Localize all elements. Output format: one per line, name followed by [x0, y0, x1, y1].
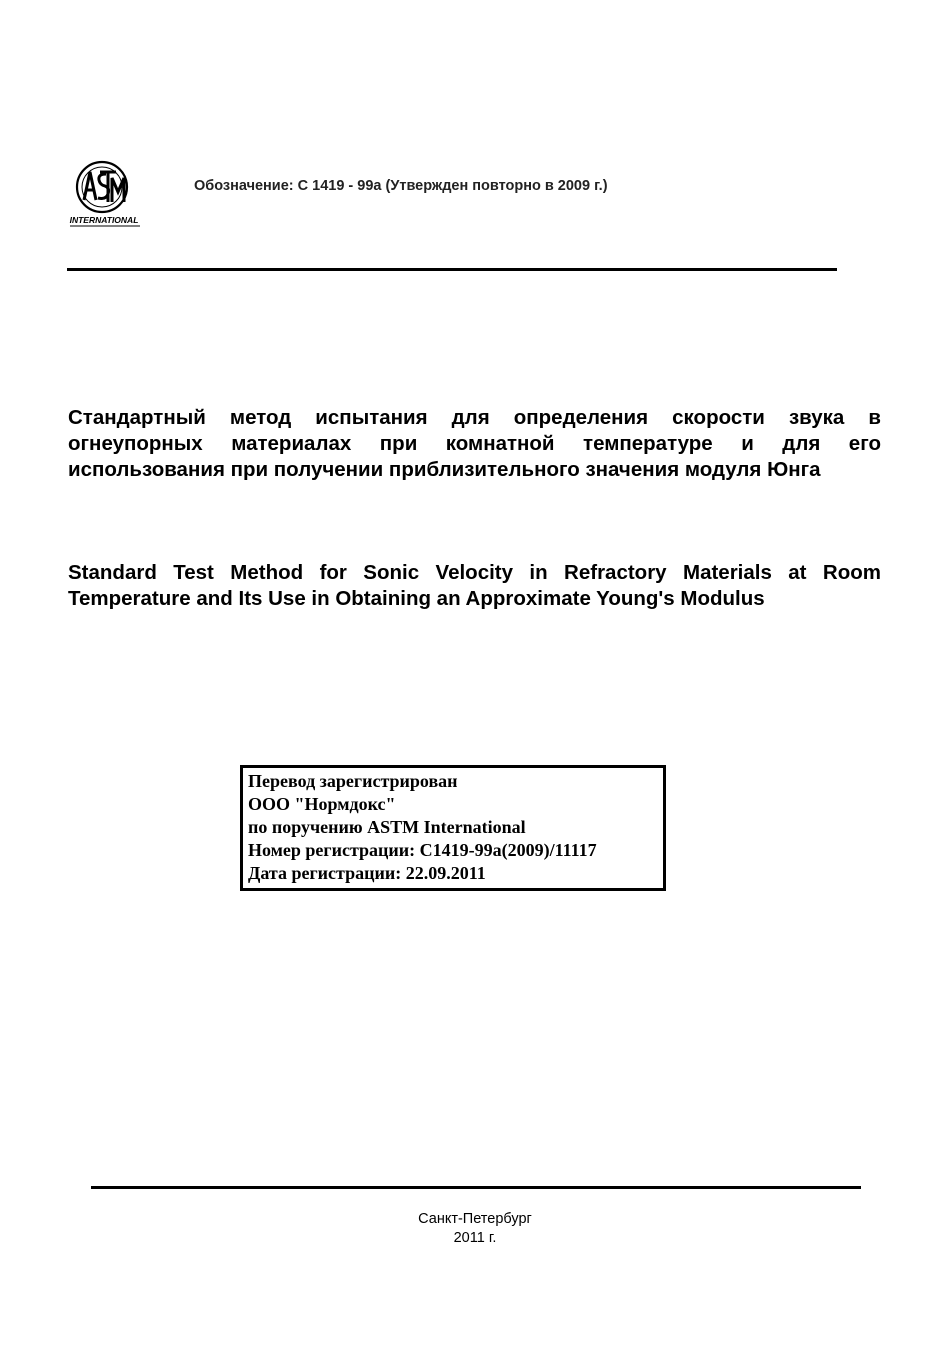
astm-international-logo [66, 160, 144, 230]
registration-line: по поручению ASTM International [248, 817, 526, 837]
registration-number: Номер регистрации: C1419-99a(2009)/11117 [248, 840, 597, 860]
title-russian: Стандартный метод испытания для определения скорости звука в огнеупорных материалах при комнатной температуре и для его использования при получении приблизительного значения модуля Юнга [68, 406, 881, 481]
footer-divider [91, 1186, 861, 1189]
astm-logo-icon [66, 160, 144, 230]
header-divider [67, 268, 837, 271]
registration-box [240, 765, 666, 891]
footer-year: 2011 г. [453, 1230, 497, 1246]
registration-line: Перевод зарегистрирован [248, 771, 458, 791]
logo-text: INTERNATIONAL [69, 215, 139, 225]
footer-city: Санкт-Петербург [418, 1211, 532, 1227]
registration-line: ООО "Нормдокс" [248, 794, 396, 814]
designation: Обозначение: C 1419 - 99a (Утвержден повторно в 2009 г.) [194, 178, 608, 194]
title-english: Standard Test Method for Sonic Velocity in Refractory Materials at Room Temperature and Its Use in Obtaining an Approximate Young's Modulus [68, 561, 881, 610]
registration-date: Дата регистрации: 22.09.2011 [248, 863, 486, 883]
